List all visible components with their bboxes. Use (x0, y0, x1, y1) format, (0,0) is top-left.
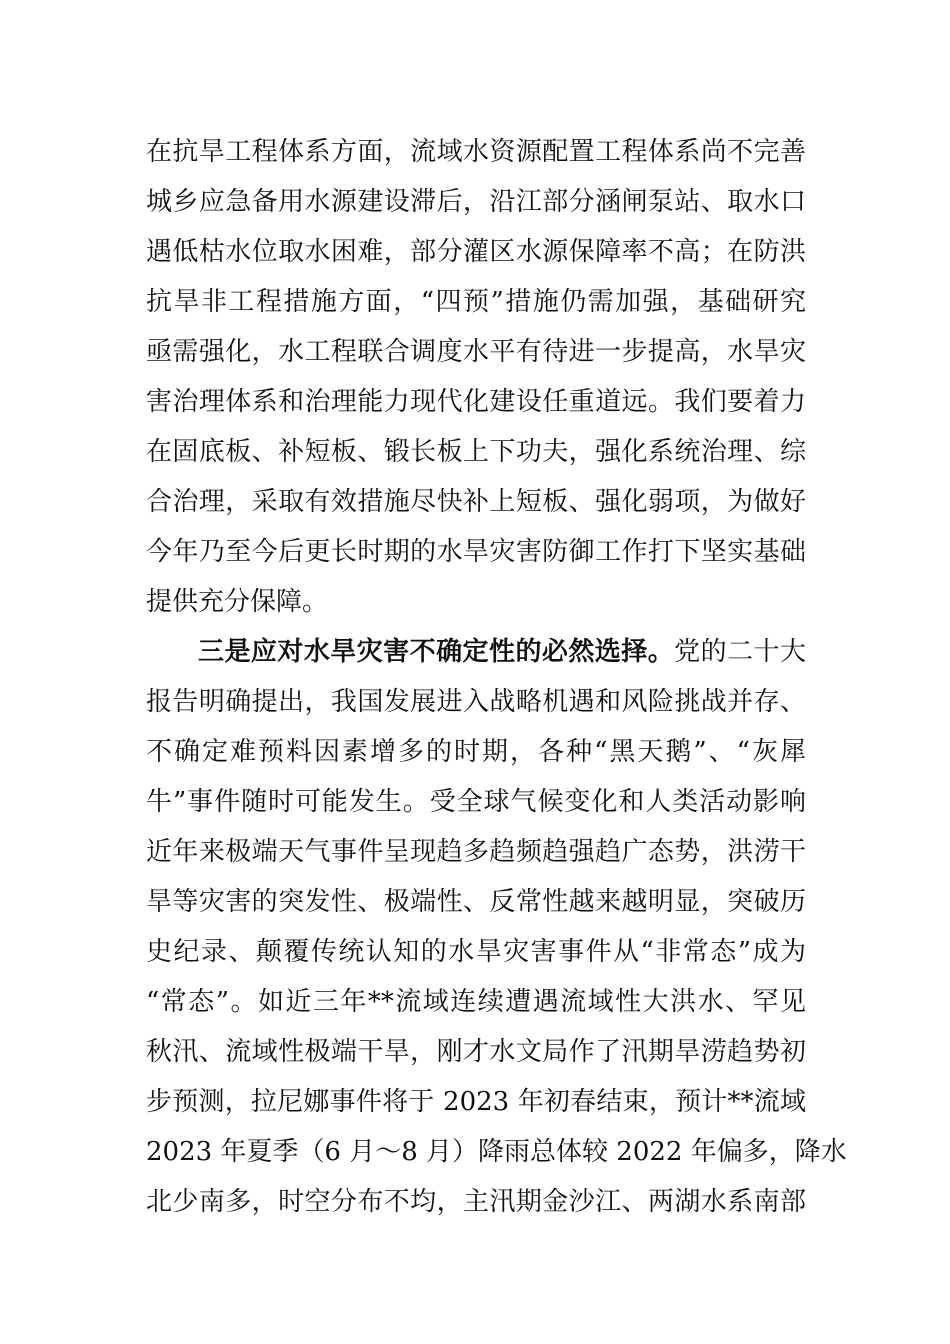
paragraph-heading-line (198, 632, 806, 672)
paragraph-line: 报告明确提出，我国发展进入战略机遇和风险挑战并存、 (146, 687, 806, 717)
paragraph-line: 合治理，采取有效措施尽快补上短板、强化弱项，为做好 (146, 487, 806, 517)
paragraph-line: 史纪录、颠覆传统认知的水旱灾害事件从“非常态”成为 (146, 937, 806, 967)
paragraph-line: 旱等灾害的突发性、极端性、反常性越来越明显，突破历 (146, 887, 806, 917)
paragraph-line: 秋汛、流域性极端干旱，刚才水文局作了汛期旱涝趋势初 (146, 1037, 806, 1067)
paragraph-line: 牛”事件随时可能发生。受全球气候变化和人类活动影响 (146, 787, 806, 817)
paragraph-line: 害治理体系和治理能力现代化建设任重道远。我们要着力 (146, 387, 806, 417)
paragraph-line: 城乡应急备用水源建设滞后，沿江部分涵闸泵站、取水口 (146, 187, 806, 217)
paragraph-line: 在抗旱工程体系方面，流域水资源配置工程体系尚不完善 (146, 137, 806, 167)
paragraph-line: 遇低枯水位取水困难，部分灌区水源保障率不高；在防洪 (146, 237, 806, 267)
paragraph-line: 在固底板、补短板、锻长板上下功夫，强化系统治理、综 (146, 437, 806, 467)
paragraph-line: 步预测，拉尼娜事件将于 2023 年初春结束，预计**流域 (146, 1087, 806, 1117)
paragraph-line: “常态”。如近三年**流域连续遭遇流域性大洪水、罕见 (146, 987, 806, 1017)
paragraph-line: 抗旱非工程措施方面，“四预”措施仍需加强，基础研究 (146, 287, 806, 317)
section-heading: 三是应对水旱灾害不确定性的必然选择。 (198, 637, 675, 667)
paragraph-line: 近年来极端天气事件呈现趋多趋频趋强趋广态势，洪涝干 (146, 837, 806, 867)
paragraph-line: 提供充分保障。 (146, 587, 329, 617)
paragraph-line: 北少南多，时空分布不均，主汛期金沙江、两湖水系南部 (146, 1187, 806, 1217)
paragraph-line: 2023 年夏季（6 月～8 月）降雨总体较 2022 年偏多，降水 (146, 1137, 847, 1167)
heading-line-rest: 党的二十大 (674, 637, 806, 667)
paragraph-line: 亟需强化，水工程联合调度水平有待进一步提高，水旱灾 (146, 337, 806, 367)
paragraph-line: 今年乃至今后更长时期的水旱灾害防御工作打下坚实基础 (146, 537, 806, 567)
paragraph-line: 不确定难预料因素增多的时期，各种“黑天鹅”、“灰犀 (146, 737, 806, 767)
